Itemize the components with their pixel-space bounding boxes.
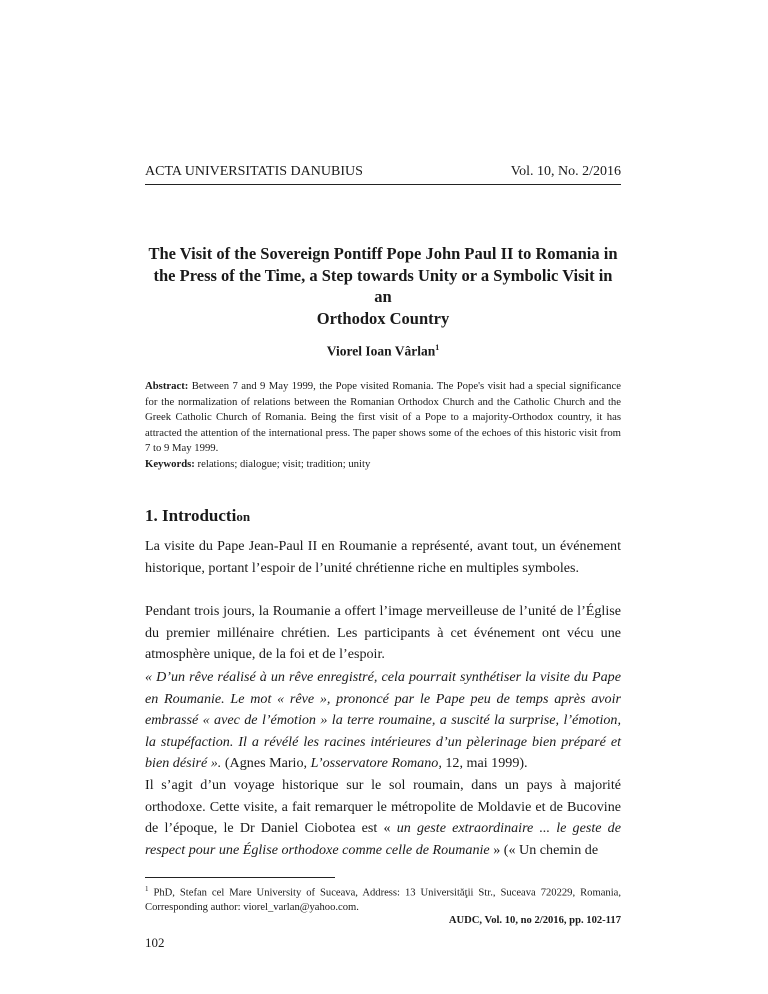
citation-line: AUDC, Vol. 10, no 2/2016, pp. 102-117 (448, 915, 621, 926)
quote-source-a: (Agnes Mario, (221, 755, 311, 772)
keywords (145, 458, 621, 470)
paper-title (145, 243, 621, 329)
section-heading-main: 1. Introducti (145, 506, 237, 525)
paragraph-1: La visite du Pape Jean-Paul II en Roumanie a représenté, avant tout, un événement historique, portant l’espoir de l’unité chrétienne riche en multiples symboles. (145, 538, 621, 576)
paragraph-4-a: Il s’agit d’un voyage historique sur le sol roumain, dans un pays à majorité orthodoxe. Cette visite, a fait remarquer le métropolite de Moldavie et de Bucovine de l’époque, le Dr Daniel Ciobotea est « (145, 777, 621, 837)
section-heading-tail: on (236, 509, 251, 524)
title-line-3: Orthodox Country (316, 308, 450, 328)
keywords-label: Keywords: (145, 458, 195, 470)
abstract-label: Abstract: (145, 380, 189, 392)
paragraph-3-quote (145, 667, 621, 775)
footnote (145, 882, 621, 915)
abstract-text: Between 7 and 9 May 1999, the Pope visited Romania. The Pope's visit had a special significance for the normalization of relations between the Romanian Orthodox Church and the Catholic Church and the Greek Catholic Church of Romania. Being the first visit of a Pope to a majority-Orthodox country, it has attracted the attention of the international press. The paper shows some of the echoes of this historic visit from 7 to 9 May 1999. (145, 380, 622, 455)
volume-info: Vol. 10, No. 2/2016 (510, 164, 621, 179)
journal-name: ACTA UNIVERSITATIS DANUBIUS (145, 164, 363, 179)
author-name: Viorel Ioan Vârlan (326, 343, 436, 359)
title-line-2: the Press of the Time, a Step towards Unity or a Symbolic Visit in an (153, 265, 613, 306)
abstract (145, 379, 621, 457)
author-footnote-mark: 1 (435, 343, 440, 352)
page-number: 102 (145, 935, 165, 950)
running-header (145, 162, 621, 185)
title-line-1: The Visit of the Sovereign Pontiff Pope John Paul II to Romania in (148, 244, 618, 263)
keywords-text: relations; dialogue; visit; tradition; unity (197, 458, 371, 470)
paragraph-4-italic: un geste extraordinaire ... le geste de respect pour une Église orthodoxe comme celle de Roumanie (145, 820, 621, 858)
paragraph-2: Pendant trois jours, la Roumanie a offert l’image merveilleuse de l’unité de l’Église du premier millénaire chrétien. Les participants à cet événement ont vécu une atmosphère unique, de la foi et de l’espoir. (145, 603, 621, 663)
footnote-divider (145, 877, 335, 878)
footnote-mark: 1 (145, 885, 149, 893)
footnote-text: PhD, Stefan cel Mare University of Suceava, Address: 13 Universităţii Str., Suceava 720229, Romania, Corresponding author: viorel_varlan@yahoo.com. (145, 887, 621, 913)
author-line (145, 343, 621, 360)
section-heading (145, 506, 250, 526)
paragraph-4-c: » (« Un chemin de (489, 841, 599, 858)
quote-text: « D’un rêve réalisé à un rêve enregistré, cela pourrait synthétiser la visite du Pape en Roumanie. Le mot « rêve », prononcé par le Pape peu de temps après avoir embrassé « avec de l’émotion » la terre roumaine, a suscité la surprise, l’émotion, la stupéfaction. Il a révélé les racines intérieures d’un pèlerinage bien préparé et bien désiré ». (145, 669, 621, 772)
paragraph-4 (145, 775, 621, 861)
quote-source-b: 12, mai 1999). (441, 755, 528, 772)
quote-source-title: L’osservatore Romano, (310, 755, 442, 772)
